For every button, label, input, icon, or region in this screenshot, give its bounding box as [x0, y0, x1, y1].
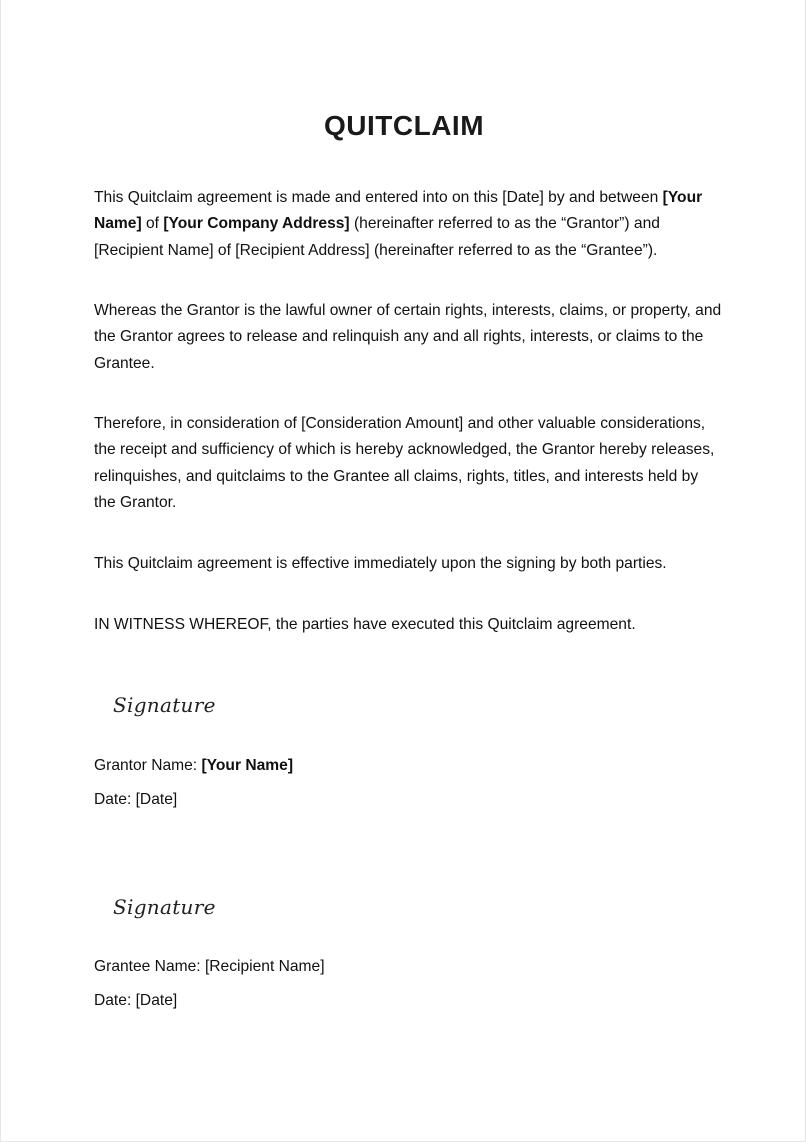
intro-paragraph [94, 185, 722, 264]
grantor-name-value: [Your Name] [201, 757, 294, 774]
document-title: QUITCLAIM [323, 110, 485, 141]
intro-text-3: (hereinafter referred to as the “Grantor”) and [Recipient Name] of [Recipient Address] (hereinafter referred to as the “Grantee”). [94, 215, 660, 259]
witness-paragraph: IN WITNESS WHEREOF, the parties have executed this Quitclaim agreement. [94, 616, 636, 633]
grantee-date: Date: [Date] [94, 992, 178, 1009]
grantee-signature: Signature [113, 895, 216, 919]
whereas-paragraph: Whereas the Grantor is the lawful owner of certain rights, interests, claims, or property, and the Grantor agrees to release and relinquish any and all rights, interests, or claims to the Grantee. [94, 302, 722, 372]
therefore-paragraph: Therefore, in consideration of [Consideration Amount] and other valuable considerations, the receipt and sufficiency of which is hereby acknowledged, the Grantor hereby releases, relinquishes, and quitclaims to the Grantee all claims, rights, titles, and interests held by the Grantor. [94, 415, 715, 511]
grantor-signature: Signature [113, 693, 216, 717]
grantor-name-placeholder: [Your Name] [94, 189, 703, 233]
company-address-placeholder: [Your Company Address] [163, 215, 350, 233]
intro-text-2: of [141, 215, 164, 233]
grantor-date: Date: [Date] [94, 791, 178, 808]
grantor-name-label: Grantor Name: [94, 757, 202, 774]
grantee-name-line: Grantee Name: [Recipient Name] [94, 958, 325, 975]
effective-paragraph: This Quitclaim agreement is effective immediately upon the signing by both parties. [94, 555, 667, 572]
intro-text-1: This Quitclaim agreement is made and entered into on this [Date] by and between [94, 189, 663, 206]
grantor-name-line [94, 757, 293, 775]
